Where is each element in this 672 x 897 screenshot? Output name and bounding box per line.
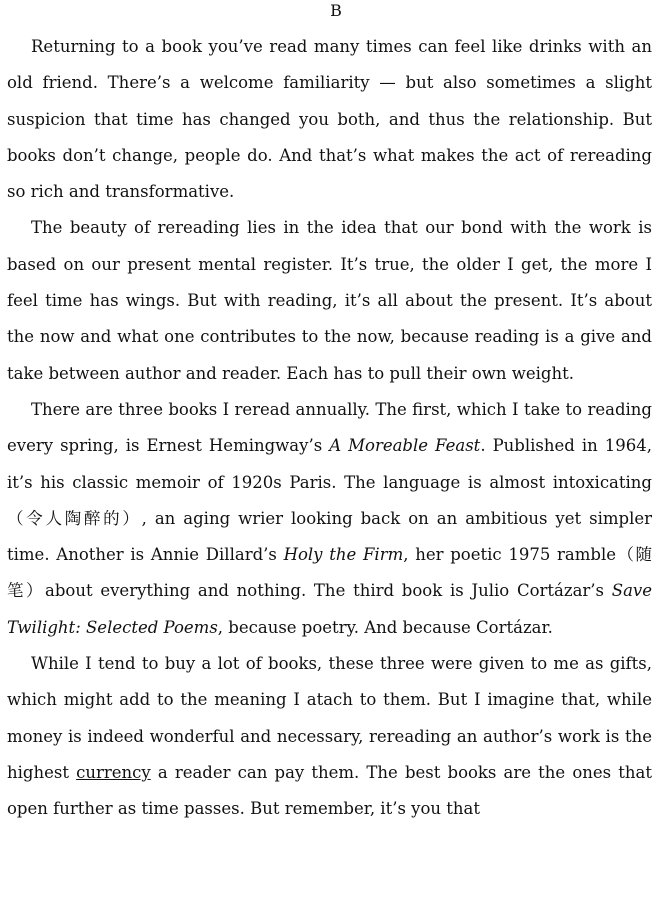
paragraph-2: The beauty of rereading lies in the idea that our bond with the work is based on our present mental register. It’s true, the older I get, the more I feel time has wings. But with reading, it’s all about the present. It’s about the now and what one contributes to the now, because reading is a give and take between author and reader. Each has to pull their own weight. — [7, 218, 652, 383]
paragraph-3-text-d: , because poetry. And because Cortázar. — [217, 617, 553, 637]
book-title-holy-the-firm: Holy the Firm — [283, 545, 404, 565]
paragraph-4 — [7, 646, 652, 827]
book-title-moreable-feast: A Moreable Feast — [329, 436, 481, 456]
paragraph-3 — [7, 392, 652, 646]
paragraph-3-text-a: There are three books I reread annually. The first, which I take to reading every spring, is Ernest Hemingway’s — [7, 399, 652, 456]
paragraph-1: Returning to a book you’ve read many times can feel like drinks with an old friend. There’s a welcome familiarity — but also sometimes a slight suspicion that time has changed you both, and thus the relationship. But books don’t change, people do. And that’s what makes the act of rereading so rich and transformative. — [7, 37, 652, 202]
paragraph-4-text-a: While I tend to buy a lot of books, these three were given to me as gifts, which might add to the meaning I atach to them. But I imagine that, while money is indeed wonderful and necessary, rereading an author’s work is the highest — [7, 654, 652, 782]
paragraph-3-text-b: . Published in 1964, it’s his classic memoir of 1920s Paris. The language is almost intoxicating（令人陶醉的）, an aging wrier looking back on an ambitious yet simpler time. Another is Annie Dillard’s — [7, 436, 653, 565]
article-body — [7, 29, 652, 828]
paragraph-3-text-c: , her poetic 1975 ramble（随笔）about everything and nothing. The third book is Julio Cortázar’s — [7, 545, 652, 601]
book-title-save-twilight: Save Twilight: Selected Poems — [7, 581, 652, 637]
section-label: B — [330, 1, 342, 20]
underlined-word-currency: currency — [76, 762, 151, 782]
paragraph-4-text-b: a reader can pay them. The best books are the ones that open further as time passes. But remember, it’s you that — [7, 762, 652, 819]
